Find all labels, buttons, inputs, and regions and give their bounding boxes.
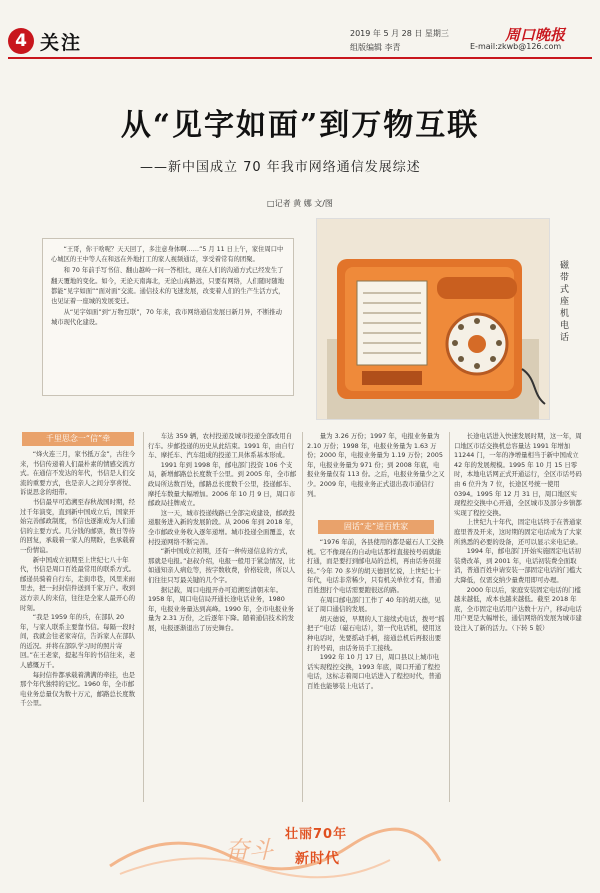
issue-date: 2019 年 5 月 28 日 星期三 (350, 29, 449, 38)
section-heading: 固话“走”进百姓家 (318, 520, 434, 534)
section-heading: 千里思念一“信”牵 (22, 432, 134, 446)
column-rule (449, 432, 450, 802)
paragraph: 据记载，周口电报开办可追溯至清朝末年。1958 年，周口电信局开通长途电话业务，1980 年，电报业务量达到高峰。1990 年，全市电报业务量为 2.31 万份，之后逐年下降。随着通信技术的发展，电报逐渐退出了历史舞台。 (148, 585, 295, 632)
paragraph: 新中国成立初期至上世纪七八十年代，书信是周口百姓最常用的联系方式。邮递员骑着自行车，走街串巷，风里来雨里去，把一封封信件送到千家万户。收到远方亲人的来信，往往是全家人最开心的时刻。 (20, 555, 136, 612)
paragraph: 2000 年以后，家庭安装固定电话的门槛越来越低，成本也越来越低。截至 2018 年底，全市固定电话用户达数十万户，移动电话用户更是大幅增长，通信网络的发展为城市建设注入了新的活力。（下转 5 版） (454, 585, 582, 632)
contact-email: E-mail:zkwb@126.com (470, 42, 562, 51)
paragraph: “新中国成立初期，还有一种传递信息的方式，那就是电报。”赵叔介绍，电报一般用于紧急情况，比如通知亲人病危等，按字数收费，价格较贵，所以人们往往只写最关键的几个字。 (148, 547, 296, 584)
section-name: 关注 (40, 32, 83, 54)
article-title: 从“见字如面”到万物互联 (120, 108, 480, 143)
column-rule (143, 432, 144, 802)
paragraph: 书信最早可追溯至春秋战国时期，经过千年演变，直到新中国成立后，国家开始完善邮政制度，书信也逐渐成为人们通信的主要方式。几分钱的邮票，数日等待的回复，承载着一家人的期盼，也承载着一份情谊。 (20, 497, 136, 554)
paragraph: 1991 年到 1998 年，邮电部门投资 106 个支局，新增邮路总长度数千公里。到 2005 年，全市邮政局所达数百处，邮路总长度数千公里，投递邮车、摩托车数量大幅增加。2006 年 10 月 9 日，周口市邮政局挂牌成立。 (148, 460, 297, 508)
rotary-phone-illustration (317, 219, 549, 419)
column-4 (454, 432, 582, 802)
newspaper-logo: 周口晚报 (505, 26, 566, 44)
banner-script-text: 奋斗 (225, 836, 273, 864)
column-rule (302, 432, 303, 802)
intro-paragraph: 和 70 年前手写书信、翻山越岭一问一答相比，现在人们的沟通方式已经发生了翻天覆地的变化。如今，无论天南海北，无论山高路远，只要有网络，人们随时随地都能“见字如面”“面对面”交流。通信技术的飞速发展，改变着人们的生产生活方式，也见证着一座城的发展变迁。 (51, 267, 285, 306)
article-subtitle: ——新中国成立 70 年我市网络通信发展综述 (140, 160, 421, 175)
paragraph: “1976 年前，各县使用的都是磁石人工交换机。它不像现在的自动电话那样直接按号码就能打通，而是要打到邮电局的总机，再由话务员接转。”今年 70 多岁的胡天德回忆说，上世纪七十年代，电话非常稀少，只有机关单位才有，普通百姓想打个电话需要跑很远的路。 (307, 538, 444, 594)
telephone-photo (316, 218, 550, 420)
byline: □记者 黄 娜 文/图 (267, 199, 333, 208)
column-3-top (307, 432, 445, 512)
intro-paragraph: 从“见字如面”到“万物互联”，70 年来，我市网络通信发展日新月异，不断推动城市现代化建设。 (51, 309, 282, 327)
banner-bottom-text: 新时代 (295, 851, 340, 867)
column-1 (20, 450, 138, 770)
paragraph: 长途电话进入快速发展时期，这一年，周口地区市话交换机总容量达 1991 年增加 11244 门，一年的净增量相当于新中国成立 42 年的发展规模。1995 年 10 月 15 日零时，本地电话网正式开通运行，全区市话号码由 6 位升为 7 位，长途区号统一使用 0394。1995 年 12 月 31 日，周口地区实现程控交换中心开通，全区城市及部分乡镇都实现了程控交换。 (454, 432, 582, 517)
column-3 (307, 538, 445, 802)
paragraph: 1994 年，邮电部门开始实施固定电话初装费改革，到 2001 年，电话初装费全面取消，普通百姓申请安装一部固定电话的门槛大大降低，仅需交纳少量费用即可办理。 (454, 547, 582, 584)
paragraph: 胡天德说，早期的人工接续式电话，拨号“摇把子”电话（磁石电话），第一代电话机，使用这种电话时，先要摇动手柄，接通总机后再报出要打的号码，由话务员手工接线。 (307, 614, 445, 652)
section-number-badge: 4 (8, 28, 34, 54)
paragraph: 在周口邮电部门工作了 40 年的胡天德，见证了周口通信的发展。 (307, 595, 441, 614)
photo-caption: 磁带式座机电话 (560, 261, 570, 343)
paragraph: 这一天，城市投递线路已全部完成建设，邮政投递服务进入新的发展阶段。从 2006 年到 2018 年，全市邮政业务收入逐年递增。城市投递全面覆盖，农村投递网络不断完善。 (148, 508, 298, 546)
paragraph: 每封信件都承载着满满的牵挂，也是那个年代独特的记忆。1960 年，全市邮电业务总量仅为数十万元，邮路总长度数千公里。 (20, 670, 136, 708)
paragraph: “我是 1959 年的兵，在部队 20 年，与家人联系主要靠书信。每隔一段时间，我就会往老家寄信，告诉家人在部队的近况。并将在部队学习时的照片寄回。”在王老家，提起当年的书信往来，老人感慨万千。 (20, 613, 136, 670)
paragraph: 上世纪九十年代，固定电话终于在普通家庭里普及开来，这时期的固定电话成为了大家所熟悉的必要的设备，还可以显示来电记录。 (454, 518, 582, 546)
paragraph: 量为 3.26 万份；1997 年，电报业务量为 2.10 万份；1998 年，电报业务量为 1.63 万份；2000 年，电报业务量为 1.19 万份；2005 年，电报业务量为 971 份；到 2008 年底，电报业务量仅有 113 份。之后，电报业务量少之又少。2009 年，电报业务正式退出我市通信行列。 (307, 432, 445, 498)
intro-paragraph: “王哥，你干啥呢？天天回了，多注意身体啊……”5 月 11 日上午，家住周口中心城区的王中等人在和远在外地打工的家人视频通话，享受着常有的团聚。 (51, 246, 284, 264)
column-2 (148, 432, 298, 802)
paragraph: “烽火连三月，家书抵万金”，古往今来，书信传递着人们最朴素的情感交流方式。在通信不发达的年代，书信是人们交流的重要方式，也是亲人之间分享喜悦、诉说思念的纽带。 (20, 450, 136, 497)
header-divider (8, 57, 592, 59)
paragraph: 1992 年 10 月 17 日，周口县以上城市电话实现程控交换，1993 年底，周口开通了程控电话，这标志着周口电话进入了程控时代，普通百姓也能够装上电话了。 (307, 653, 442, 690)
editor-credit: 组版编辑 李青 (350, 43, 401, 52)
paragraph: 车达 359 辆，农村投递及城市投递全部改用自行车。步邮投递的历史从此结束。1991 年，由自行车、摩托车、汽车组成的投递工具体系基本形成。 (148, 432, 295, 460)
banner-top-text: 壮丽70年 (285, 827, 348, 842)
intro-box (42, 238, 294, 396)
